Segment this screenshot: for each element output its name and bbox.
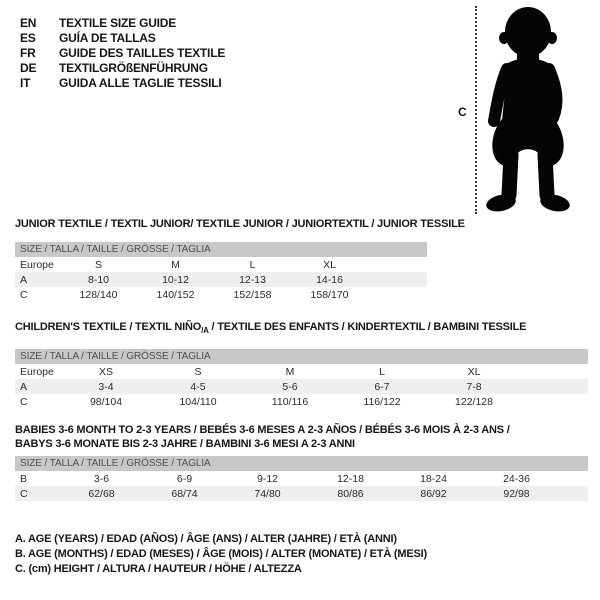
measurement-legend	[15, 532, 427, 577]
table-cell: M	[285, 365, 295, 378]
toddler-silhouette-icon	[478, 5, 578, 215]
language-code: IT	[20, 76, 31, 90]
table-cell: 7-8	[428, 379, 520, 394]
language-row-es	[20, 31, 225, 46]
table-cell: 68/74	[143, 486, 226, 501]
children-title-prefix: CHILDREN'S TEXTILE / TEXTIL NIÑO	[15, 321, 202, 333]
table-cell: 6-7	[336, 379, 428, 394]
table-cell: 24-36	[503, 472, 530, 485]
table-cell: M	[171, 258, 180, 271]
table-cell: 74/80	[226, 486, 309, 501]
table-cell: 116/122	[363, 395, 401, 408]
children-size-table	[15, 349, 588, 409]
table-header-bar: SIZE / TALLA / TAILLE / GRÖSSE / TAGLIA	[15, 242, 427, 257]
table-cell: 9-12	[256, 472, 278, 485]
table-cell: 86/92	[392, 486, 475, 501]
height-measure-line	[475, 6, 477, 214]
language-title: TEXTILE SIZE GUIDE	[59, 16, 177, 30]
spacer-cell	[368, 257, 427, 272]
row-label: Europe	[20, 258, 54, 271]
spacer-cell	[368, 272, 427, 287]
row-label: A	[15, 379, 60, 394]
spacer-cell	[558, 486, 588, 501]
table-cell: 12-13	[214, 272, 291, 287]
babies-section-title-line2: BABYS 3-6 MONATE BIS 2-3 JAHRE / BAMBINI 3-6 MESI A 2-3 ANNI	[15, 438, 355, 450]
table-cell: L	[249, 258, 256, 271]
table-row	[15, 394, 588, 409]
table-cell: 158/170	[310, 288, 349, 301]
table-cell: 62/68	[60, 486, 143, 501]
language-code: FR	[20, 46, 36, 60]
table-cell: 98/104	[89, 395, 123, 408]
row-label: A	[15, 272, 60, 287]
table-cell: XL	[467, 365, 481, 378]
table-row	[15, 486, 588, 501]
table-row	[15, 287, 427, 302]
table-cell: 80/86	[309, 486, 392, 501]
babies-section-title-line1: BABIES 3-6 MONTH TO 2-3 YEARS / BEBÉS 3-6 MESES A 2-3 AÑOS / BÉBÉS 3-6 MOIS À 2-3 ANS /	[15, 424, 510, 436]
children-section-title	[15, 321, 588, 337]
legend-line-a: A. AGE (YEARS) / EDAD (AÑOS) / ÂGE (ANS) / ALTER (JAHRE) / ETÀ (ANNI)	[15, 533, 397, 545]
language-code: EN	[20, 16, 37, 30]
babies-size-table	[15, 456, 588, 501]
table-cell: 10-12	[137, 272, 214, 287]
language-title: TEXTILGRÖßENFÜHRUNG	[59, 61, 208, 75]
table-cell: 122/128	[455, 395, 493, 408]
table-cell: 12-18	[337, 472, 364, 485]
language-row-en	[20, 16, 225, 31]
table-cell: XL	[323, 258, 336, 271]
children-title-suffix: / TEXTILE DES ENFANTS / KINDERTEXTIL / BAMBINI TESSILE	[208, 321, 527, 333]
language-title-list	[20, 16, 225, 91]
table-row	[15, 364, 588, 379]
table-cell: S	[94, 258, 102, 271]
table-cell: 14-16	[291, 272, 368, 287]
language-title: GUÍA DE TALLAS	[59, 31, 156, 45]
row-label: C	[20, 288, 28, 301]
junior-section-title: JUNIOR TEXTILE / TEXTIL JUNIOR/ TEXTILE JUNIOR / JUNIORTEXTIL / JUNIOR TESSILE	[15, 218, 465, 230]
row-label: B	[20, 472, 28, 485]
language-row-de	[20, 61, 225, 76]
language-code: ES	[20, 31, 36, 45]
table-cell: 110/116	[271, 395, 309, 408]
children-section	[15, 321, 588, 409]
table-header-bar: SIZE / TALLA / TAILLE / GRÖSSE / TAGLIA	[15, 456, 588, 471]
legend-line-c: C. (cm) HEIGHT / ALTURA / HAUTEUR / HÖHE / ALTEZZA	[15, 563, 302, 575]
table-cell: 3-4	[60, 379, 152, 394]
row-label: C	[15, 486, 60, 501]
legend-line-b: B. AGE (MONTHS) / EDAD (MESES) / ÂGE (MOIS) / ALTER (MONATE) / ETÀ (MESI)	[15, 548, 427, 560]
table-cell: 8-10	[60, 272, 137, 287]
table-cell: 152/158	[233, 288, 272, 301]
language-row-fr	[20, 46, 225, 61]
table-cell: 140/152	[156, 288, 195, 301]
language-row-it	[20, 76, 225, 91]
table-row	[15, 471, 588, 486]
children-title-subscript: /A	[201, 326, 209, 336]
language-title: GUIDE DES TAILLES TEXTILE	[59, 46, 226, 60]
table-cell: 5-6	[244, 379, 336, 394]
table-row	[15, 257, 427, 272]
table-cell: 128/140	[79, 288, 118, 301]
table-header-bar: SIZE / TALLA / TAILLE / GRÖSSE / TAGLIA	[15, 349, 588, 364]
table-cell: 4-5	[152, 379, 244, 394]
height-measure-label: C	[458, 105, 467, 119]
table-cell: S	[194, 365, 202, 378]
junior-section	[15, 218, 465, 302]
table-cell: 92/98	[475, 486, 558, 501]
spacer-cell	[520, 379, 588, 394]
spacer-cell	[520, 394, 588, 409]
language-code: DE	[20, 61, 37, 75]
row-label: C	[20, 395, 28, 408]
table-cell: XS	[98, 365, 113, 378]
spacer-cell	[520, 364, 588, 379]
row-label: Europe	[20, 365, 54, 378]
table-cell: 104/110	[179, 395, 217, 408]
table-cell: L	[379, 365, 385, 378]
table-cell: 3-6	[93, 472, 110, 485]
junior-size-table	[15, 242, 427, 302]
spacer-cell	[368, 287, 427, 302]
table-cell: 18-24	[420, 472, 447, 485]
table-row	[15, 272, 427, 287]
babies-section	[15, 423, 588, 501]
table-cell: 6-9	[176, 472, 193, 485]
table-row	[15, 379, 588, 394]
language-title: GUIDA ALLE TAGLIE TESSILI	[59, 76, 222, 90]
spacer-cell	[558, 471, 588, 486]
